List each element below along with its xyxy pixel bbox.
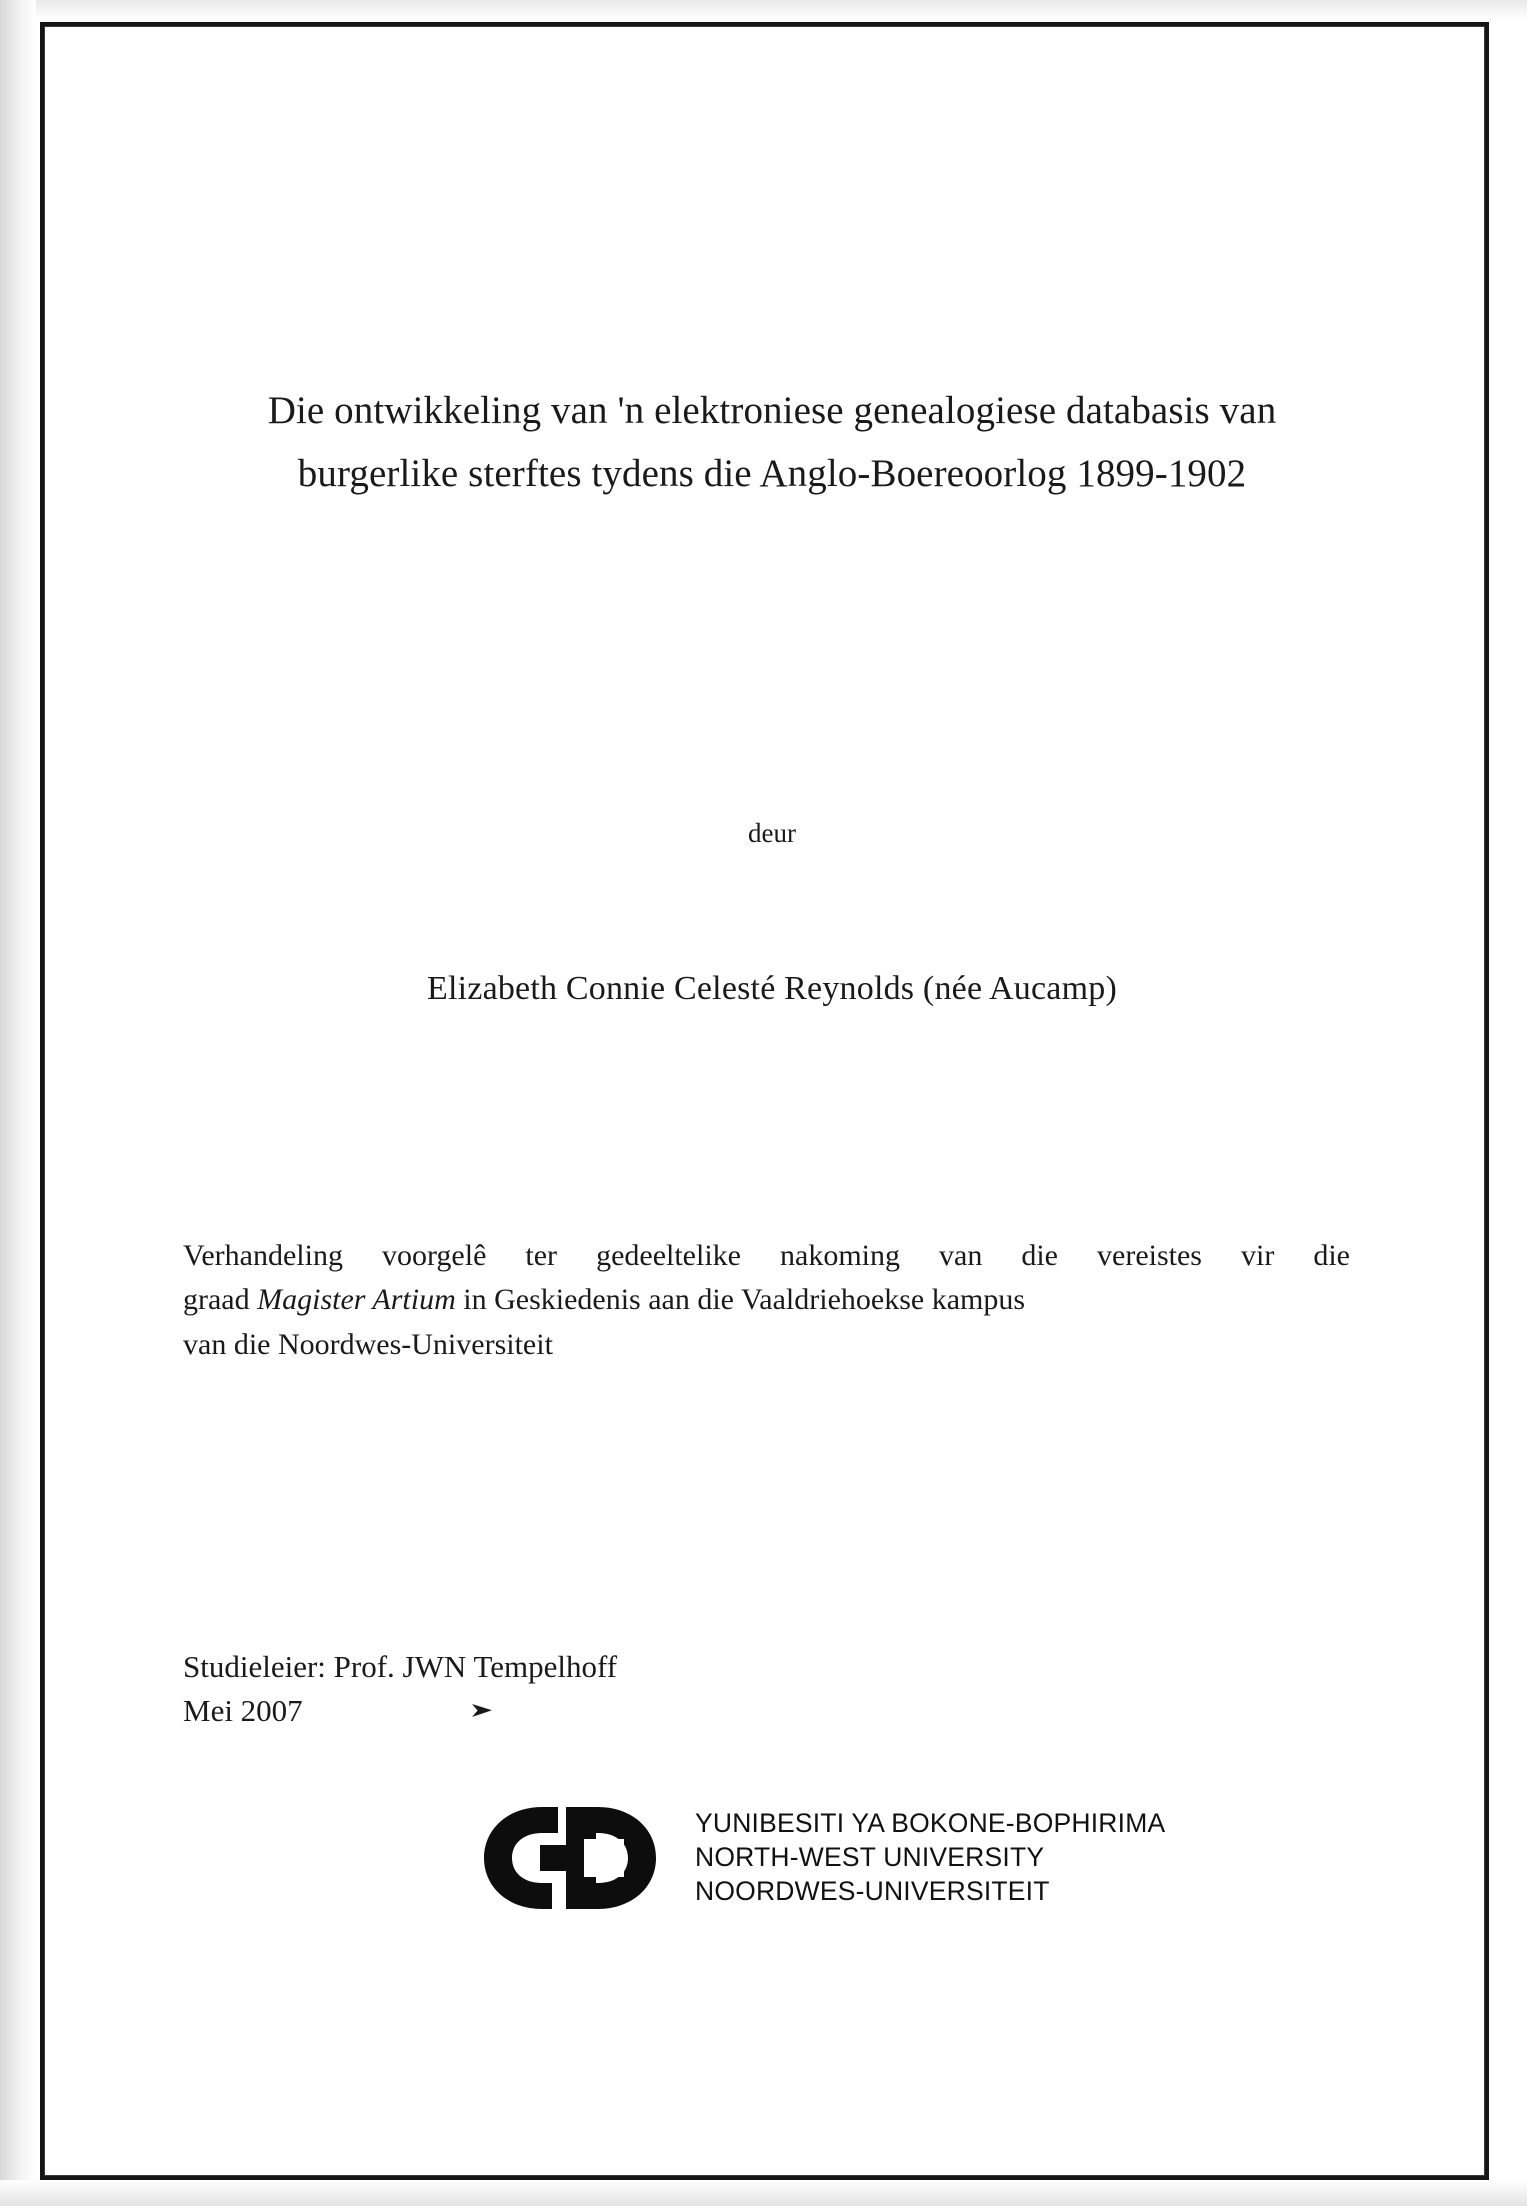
scan-edge-left (0, 0, 36, 2206)
submission-date: Mei 2007 (183, 1693, 303, 1729)
byline-label: deur (748, 818, 796, 848)
degree-statement (183, 1234, 1350, 1367)
page-title-line-1: Die ontwikkeling van 'n elektroniese genealogiese databasis van (267, 389, 1277, 432)
page-title (182, 379, 1362, 505)
logo-text-line-1: YUNIBESITI YA BOKONE-BOPHIRIMA (695, 1808, 1166, 1838)
degree-statement-line-1: Verhandeling voorgelê ter gedeeltelike nakoming van die vereistes vir die (183, 1239, 1350, 1272)
degree-statement-line-2 (183, 1278, 1350, 1322)
degree-name: Magister Artium (257, 1283, 456, 1317)
page-title-line-2: burgerlike sterftes tydens die Anglo-Boereoorlog 1899-1902 (297, 452, 1247, 496)
logo-text-line-3: NOORDWES-UNIVERSITEIT (695, 1875, 1050, 1906)
supervisor-block (183, 1645, 617, 1733)
supervisor-line: Studieleier: Prof. JWN Tempelhoff (183, 1649, 618, 1684)
degree-statement-line-2-prefix: graad (183, 1283, 258, 1317)
title-page-content (150, 26, 1390, 2176)
nwu-logo-icon (480, 1803, 680, 1913)
author-name: Elizabeth Connie Celesté Reynolds (née Aucamp) (427, 970, 1117, 1007)
logo-text-line-2: NORTH-WEST UNIVERSITY (695, 1841, 1045, 1872)
degree-statement-line-3: van die Noordwes-Universiteit (183, 1327, 553, 1361)
scan-edge-bottom (0, 2180, 1527, 2206)
degree-statement-line-2-suffix: in Geskiedenis aan die Vaaldriehoekse kampus (455, 1283, 1026, 1317)
university-logo-text (695, 1807, 1165, 1909)
scan-edge-top (0, 0, 1527, 20)
university-logo (480, 1801, 1166, 1921)
